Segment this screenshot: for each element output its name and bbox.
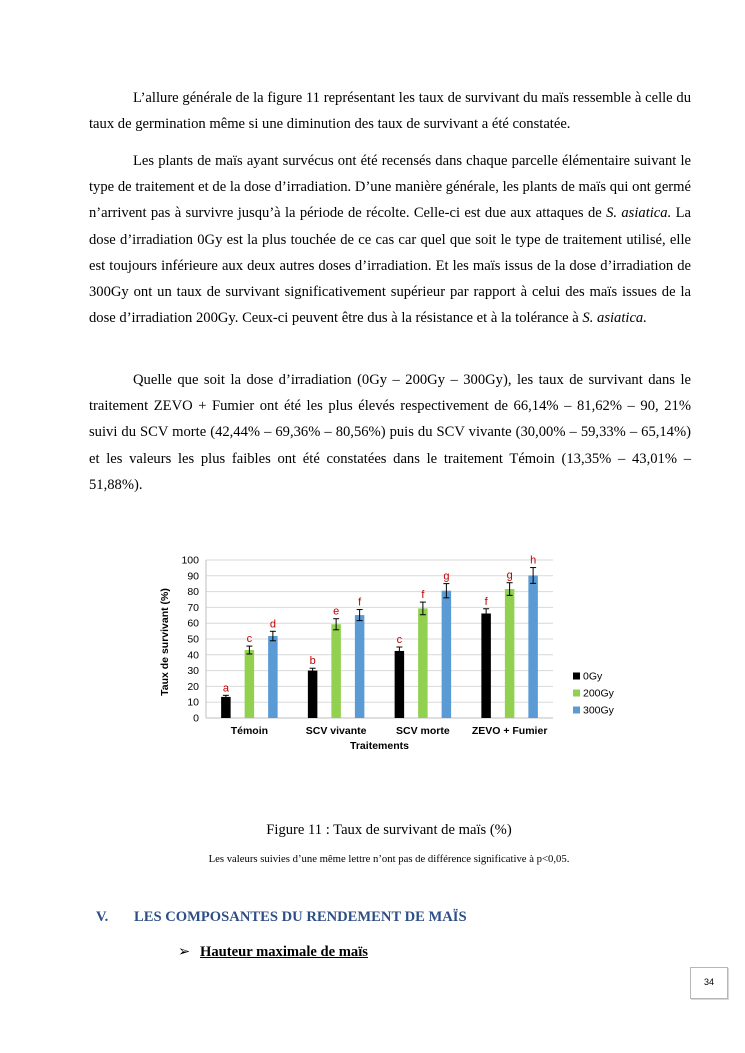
bar-0Gy-0 [221,697,231,718]
subsection-heading [178,943,368,961]
paragraph-2-species-1: S. asiatica. [606,205,672,222]
x-tick-label: ZEVO + Fumier [471,725,548,737]
paragraph-3 [89,367,691,498]
x-tick-label: SCV morte [396,725,450,737]
bar-0Gy-1 [308,671,318,718]
section-heading [96,909,467,926]
paragraph-2-text-c: La dose d’irradiation 0Gy est la plus touchée de ce cas car quel que soit le type de traitement utilisé, elle est toujours inférieure aux deux autres doses d’irradiation. Et les maïs issus de la dose d’irradiation de 300Gy ont un taux de survivant significativement supérieur par rapport à celui des maïs issues de la dose d’irradiation 200Gy. Ceux-ci peuvent être dus à la résistance et à la tolérance à [89,205,691,327]
significance-letter: f [358,596,362,609]
significance-letter: a [222,682,229,695]
x-axis-title: Traitements [350,740,409,752]
legend-swatch [573,690,580,697]
significance-letter: c [246,633,253,646]
y-tick-label: 20 [187,680,199,693]
significance-letter: h [530,554,537,567]
survival-rate-chart [155,550,625,760]
bar-300Gy-3 [528,575,538,718]
bar-0Gy-2 [395,651,405,718]
legend-swatch [573,707,580,714]
y-tick-label: 100 [181,554,199,567]
y-tick-label: 50 [187,633,199,646]
y-tick-label: 60 [187,617,199,630]
significance-letter: f [484,595,488,608]
paragraph-2-text-a: Les plants de maïs ayant survécus ont été recensés dans chaque parcelle élémentaire suivant le type de traitement et de la dose d’irradiation. D’une manière générale, les plants de maïs qui ont germé n’arrivent pas à survivre jusqu’à la période de récolte. Celle-ci est due aux attaques de [89,153,691,222]
paragraph-1-text: L’allure générale de la figure 11 représentant les taux de survivant du maïs ressemble à celle du taux de germination même si une diminution des taux de survivant a été constatée. [89,90,691,133]
paragraph-3-text: Quelle que soit la dose d’irradiation (0Gy – 200Gy – 300Gy), les taux de survivant dans le traitement ZEVO + Fumier ont été les plus élevés respectivement de 66,14% – 81,62% – 90, 21% suivi du SCV morte (42,44% – 69,36% – 80,56%) puis du SCV vivante (30,00% – 59,33% – 65,14%) et les valeurs les plus faibles ont été constatées dans le traitement Témoin (13,35% – 43,01% – 51,88%). [89,372,691,493]
y-tick-label: 40 [187,649,199,662]
legend-swatch [573,673,580,680]
y-tick-label: 30 [187,665,199,678]
paragraph-2 [89,148,691,331]
section-number: V. [96,909,109,925]
legend-label: 300Gy [583,704,614,717]
significance-letter: d [269,618,276,631]
subsection-title: Hauteur maximale de maïs [200,944,368,960]
y-tick-label: 90 [187,570,199,583]
chart-svg [155,550,625,760]
y-tick-label: 80 [187,586,199,599]
y-tick-label: 10 [187,696,199,709]
bar-300Gy-0 [268,636,278,718]
figure-caption: Figure 11 : Taux de survivant de maïs (%) [266,822,512,838]
section-title: LES COMPOSANTES DU RENDEMENT DE MAÏS [134,909,467,925]
significance-letter: g [443,570,450,583]
y-axis-title: Taux de survivant (%) [159,588,171,696]
x-tick-label: Témoin [230,725,269,737]
legend-label: 0Gy [583,670,603,683]
significance-letter: e [333,605,340,618]
bar-300Gy-2 [442,591,452,718]
figure-note: Les valeurs suivies d’une même lettre n’ont pas de différence significative à p<0,05. [208,853,570,865]
arrow-bullet-icon: ➢ [178,944,191,960]
bar-200Gy-1 [331,624,341,718]
significance-letter: g [506,569,513,582]
bar-300Gy-1 [355,615,365,718]
bar-200Gy-0 [245,650,255,718]
legend-label: 200Gy [583,687,614,700]
bar-200Gy-2 [418,608,428,718]
significance-letter: f [421,589,425,602]
y-tick-label: 70 [187,601,199,614]
paragraph-2-species-2: S. asiatica. [582,310,647,327]
bar-200Gy-3 [505,589,515,718]
y-tick-label: 0 [193,712,199,725]
bar-0Gy-3 [481,613,491,718]
page-number: 34 [690,967,728,999]
paragraph-1 [89,85,691,137]
significance-letter: c [396,633,403,646]
significance-letter: b [309,655,316,668]
x-tick-label: SCV vivante [305,725,367,737]
